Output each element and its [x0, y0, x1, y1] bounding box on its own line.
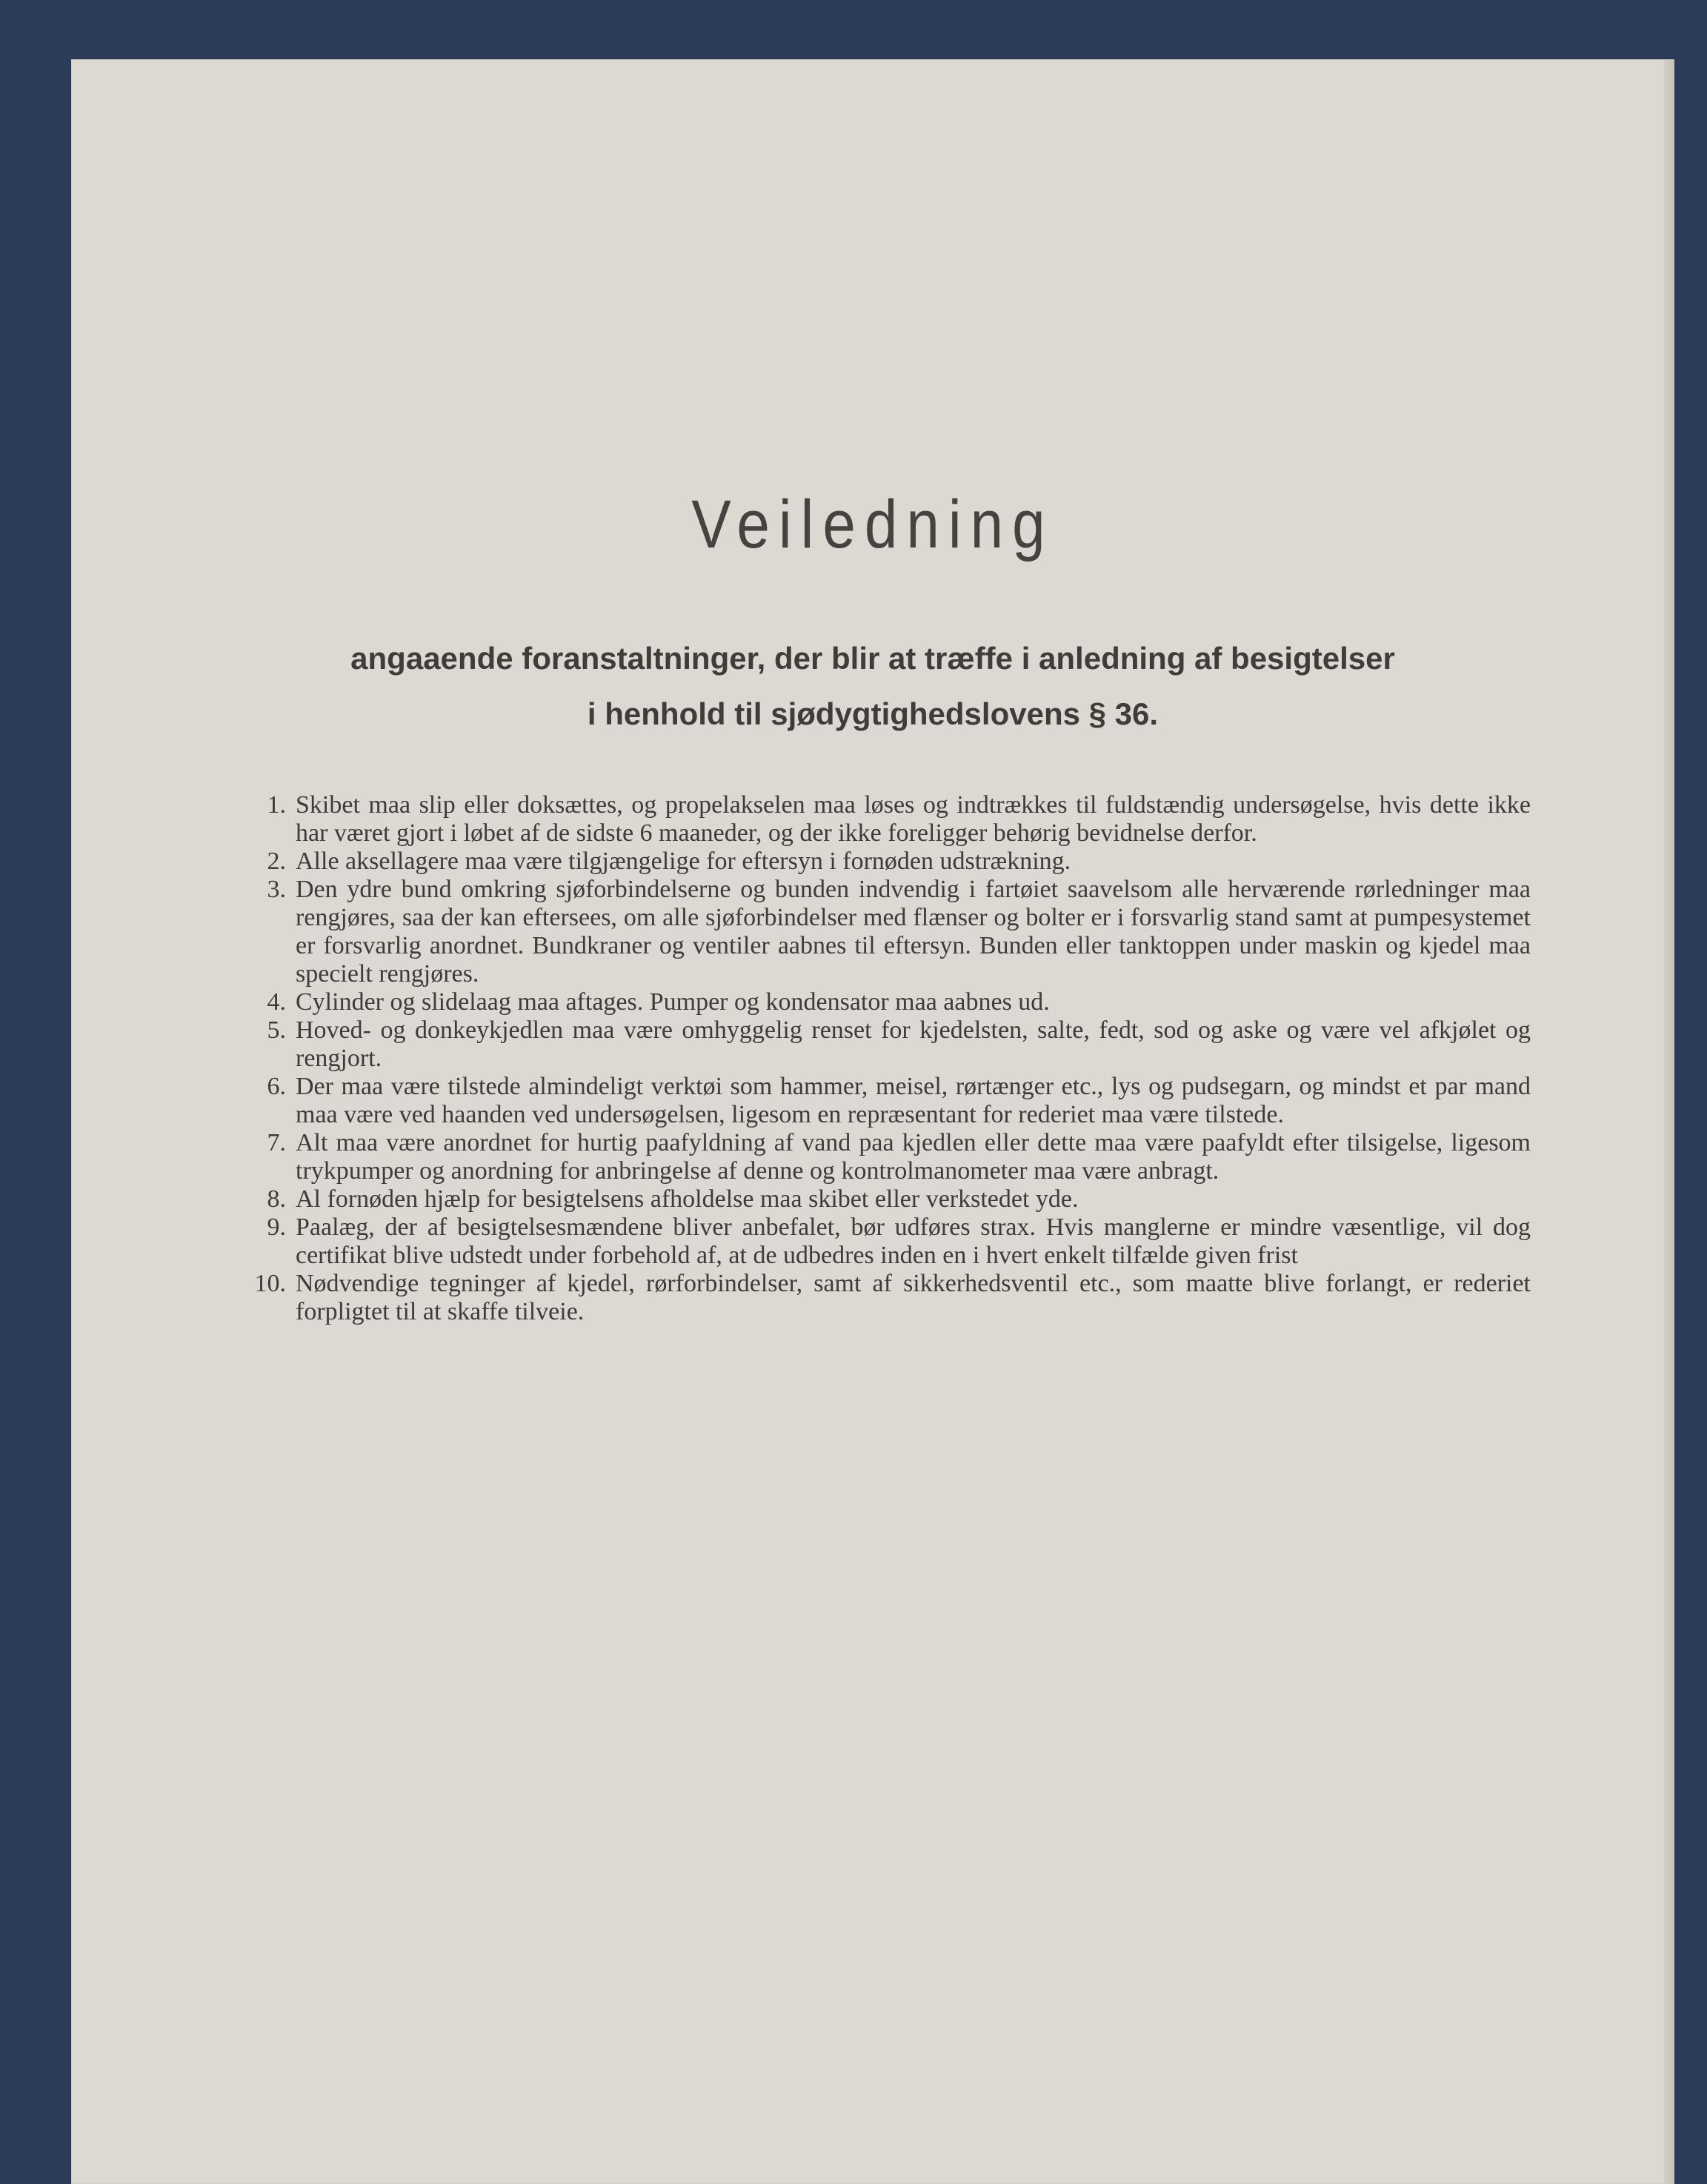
- item-text: Al fornøden hjælp for besigtelsens afholdelse maa skibet eller verkstedet yde.: [296, 1185, 1079, 1213]
- item-text: Hoved- og donkeykjedlen maa være omhyggelig renset for kjedelsten, salte, fedt, sod og aske og være vel afkjølet og rengjort.: [296, 1016, 1531, 1072]
- document-title: Veiledning: [691, 486, 1054, 562]
- list-item: [242, 1270, 1531, 1326]
- item-number: 2.: [267, 848, 286, 875]
- list-item: [242, 791, 1531, 848]
- document-subtitle-line-1: angaaende foranstaltninger, der blir at træffe i anledning af besigtelser: [350, 641, 1395, 676]
- item-text: Der maa være tilstede almindeligt verktøi som hammer, meisel, rørtænger etc., lys og pudsegarn, og mindst et par mand maa være ved haanden ved undersøgelsen, ligesom en repræsentant for rederiet maa være tilstede.: [296, 1073, 1531, 1128]
- item-text: Nødvendige tegninger af kjedel, rørforbindelser, samt af sikkerhedsventil etc., som maatte blive forlangt, er rederiet forpligtet til at skaffe tilveie.: [296, 1270, 1531, 1325]
- list-item: [242, 1185, 1531, 1213]
- list-item: [242, 876, 1531, 988]
- item-text: Paalæg, der af besigtelsesmændene bliver anbefalet, bør udføres strax. Hvis manglerne er mindre væsentlige, vil dog certifikat blive udstedt under forbehold af, at de udbedres inden en i hvert enkelt tilfælde given frist: [296, 1213, 1531, 1269]
- item-number: 7.: [267, 1129, 286, 1156]
- document-page: [71, 59, 1674, 2184]
- item-number: 8.: [267, 1185, 286, 1213]
- list-item: [242, 1129, 1531, 1185]
- item-text: Den ydre bund omkring sjøforbindelserne og bunden indvendig i fartøiet saavelsom alle herværende rørledninger maa rengjøres, saa der kan eftersees, om alle sjøforbindelser med flænser og bolter er i forsvarlig stand samt at pumpesystemet er forsvarlig anordnet. Bundkraner og ventiler aabnes til eftersyn. Bunden eller tanktoppen under maskin og kjedel maa specielt rengjøres.: [296, 876, 1531, 988]
- document-subtitle-line-2: i henhold til sjødygtighedslovens § 36.: [587, 696, 1159, 731]
- item-number: 6.: [267, 1073, 286, 1100]
- item-text: Alle aksellagere maa være tilgjængelige for eftersyn i fornøden udstrækning.: [296, 848, 1071, 875]
- item-text: Alt maa være anordnet for hurtig paafyldning af vand paa kjedlen eller dette maa være paafyldt efter tilsigelse, ligesom trykpumper og anordning for anbringelse af denne og kontrolmanometer maa være anbragt.: [296, 1129, 1531, 1185]
- item-text: Skibet maa slip eller doksættes, og propelakselen maa løses og indtrækkes til fuldstændig undersøgelse, hvis dette ikke har været gjort i løbet af de sidste 6 maaneder, og der ikke foreligger behørig bevidnelse derfor.: [296, 791, 1531, 847]
- page-edge: [1664, 59, 1674, 2184]
- item-number: 1.: [267, 791, 286, 819]
- list-item: [242, 988, 1531, 1016]
- item-number: 4.: [267, 988, 286, 1016]
- list-item: [242, 1016, 1531, 1073]
- list-item: [242, 848, 1531, 876]
- instruction-list: [242, 791, 1531, 1326]
- item-number: 9.: [267, 1213, 286, 1241]
- item-text: Cylinder og slidelaag maa aftages. Pumper og kondensator maa aabnes ud.: [296, 988, 1050, 1016]
- list-item: [242, 1213, 1531, 1270]
- list-item: [242, 1073, 1531, 1129]
- item-number: 5.: [267, 1016, 286, 1044]
- item-number: 10.: [254, 1270, 286, 1297]
- item-number: 3.: [267, 876, 286, 903]
